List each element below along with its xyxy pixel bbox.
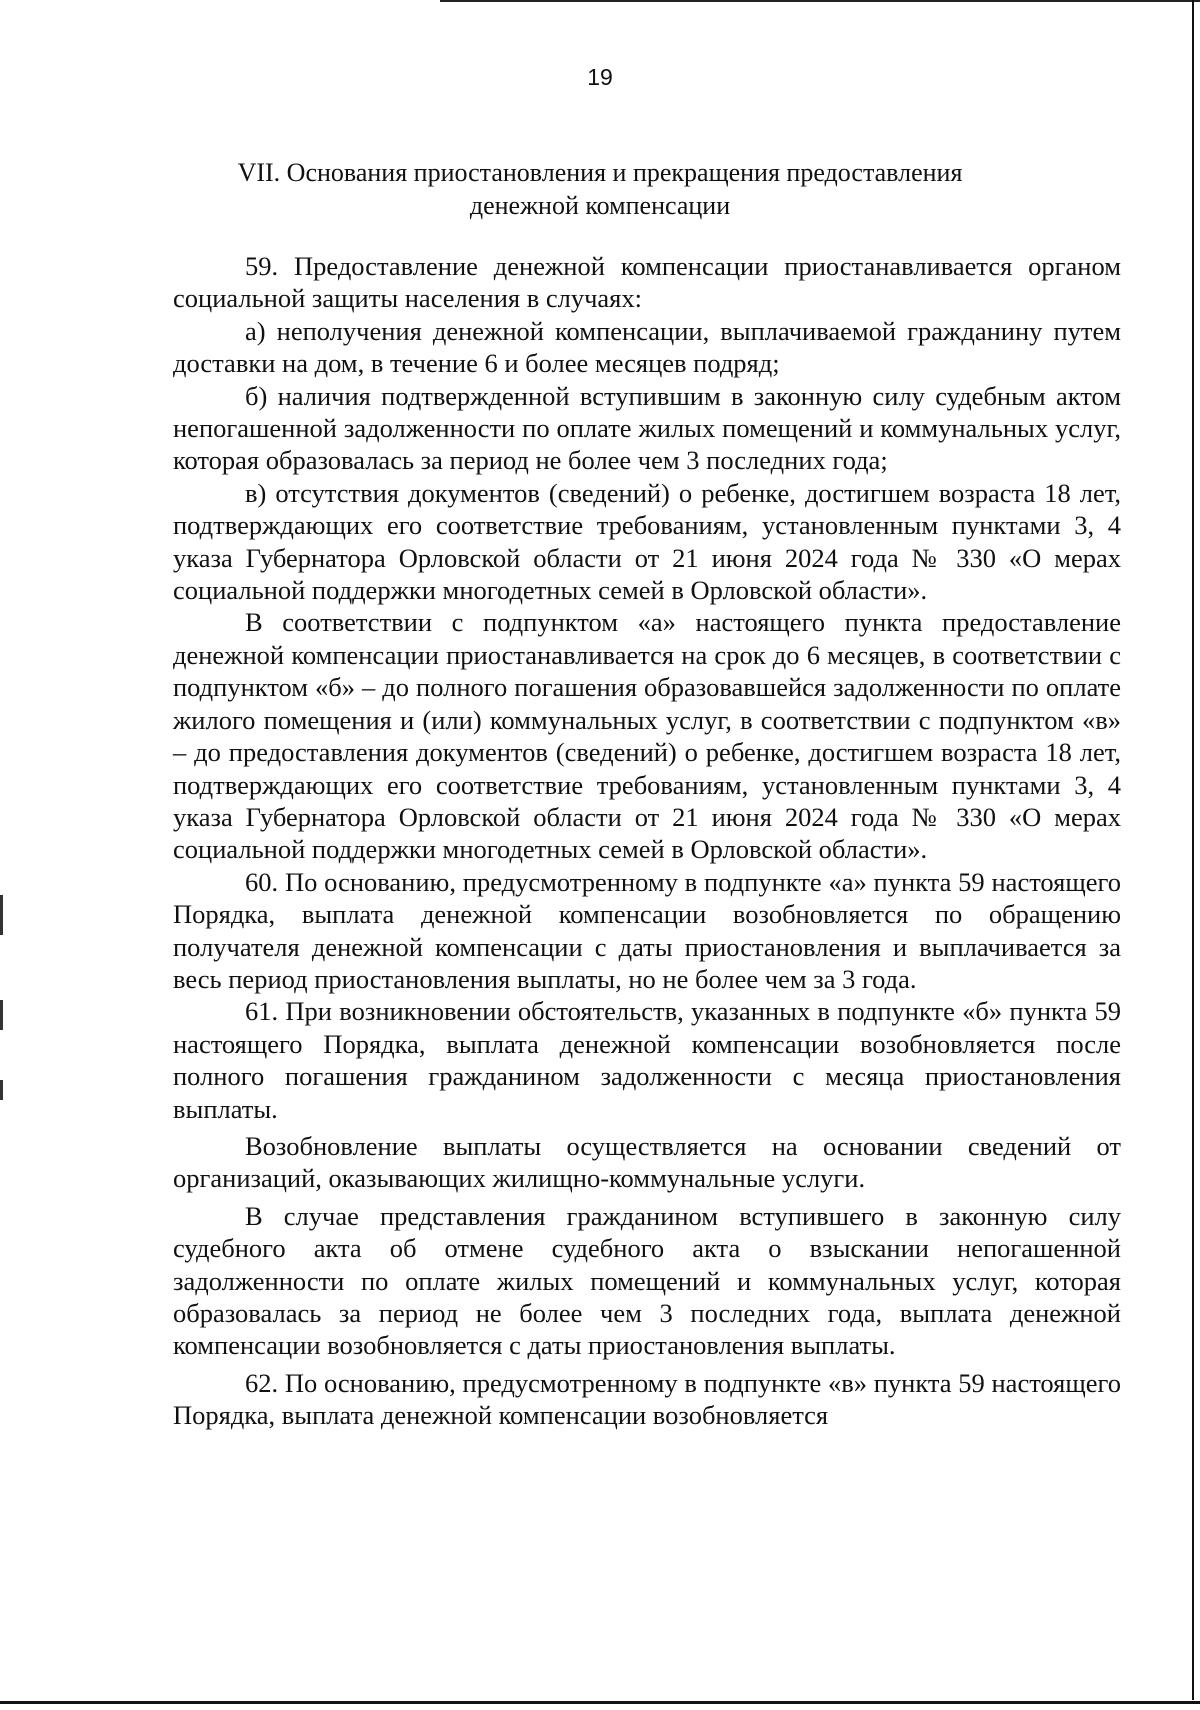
paragraph-59-v: в) отсутствия документов (сведений) о ребенке, достигшем возраста 18 лет, подтверждающих его соответствие требованиям, установленным пунктами 3, 4 указа Губернатора Орловской области от 21 июня 2024 года № 330 «О мерах социальной поддержки многодетных семей в Орловской области».: [173, 477, 1121, 606]
scan-left-mark: [0, 1080, 3, 1100]
paragraph-62: 62. По основанию, предусмотренному в подпункте «в» пункта 59 настоящего Порядка, выплата денежной компенсации возобновляется: [173, 1367, 1121, 1431]
page-number: 19: [587, 64, 613, 90]
section-heading: [180, 156, 1020, 222]
paragraph-61-resumption: Возобновление выплаты осуществляется на основании сведений от организаций, оказывающих жилищно-коммунальные услуги.: [173, 1130, 1121, 1194]
paragraph-59: 59. Предоставление денежной компенсации приостанавливается органом социальной защиты населения в случаях:: [173, 251, 1121, 314]
scan-right-edge: [1192, 0, 1194, 1700]
scan-bottom-edge: [0, 1701, 1200, 1704]
paragraph-59-terms: В соответствии с подпунктом «а» настоящего пункта предоставление денежной компенсации приостанавливается на срок до 6 месяцев, в соответствии с подпунктом «б» – до полного погашения образовавшейся задолженности по оплате жилого помещения и (или) коммунальных услуг, в соответствии с подпунктом «в» – до предоставления документов (сведений) о ребенке, достигшем возраста 18 лет, подтверждающих его соответствие требованиям, установленным пунктами 3, 4 указа Губернатора Орловской области от 21 июня 2024 года № 330 «О мерах социальной поддержки многодетных семей в Орловской области».: [173, 607, 1121, 865]
scan-top-edge: [440, 0, 1200, 2]
scan-left-mark: [0, 1000, 3, 1030]
document-body: [173, 250, 1121, 1432]
paragraph-61: 61. При возникновении обстоятельств, указанных в подпункте «б» пункта 59 настоящего Порядка, выплата денежной компенсации возобновляется после полного погашения гражданином задолженности с месяца приостановления выплаты.: [173, 996, 1121, 1124]
scan-left-mark: [0, 895, 3, 935]
section-heading-line-2: денежной компенсации: [469, 191, 731, 220]
paragraph-59-b: б) наличия подтвержденной вступившим в законную силу судебным актом непогашенной задолженности по оплате жилых помещений и коммунальных услуг, которая образовалась за период не более чем 3 последних года;: [173, 380, 1121, 476]
paragraph-59-a: а) неполучения денежной компенсации, выплачиваемой гражданину путем доставки на дом, в течение 6 и более месяцев подряд;: [173, 315, 1121, 379]
paragraph-60: 60. По основанию, предусмотренному в подпункте «а» пункта 59 настоящего Порядка, выплата денежной компенсации возобновляется по обращению получателя денежной компенсации с даты приостановления и выплачивается за весь период приостановления выплаты, но не более чем за 3 года.: [173, 866, 1121, 994]
paragraph-61-court: В случае представления гражданином вступившего в законную силу судебного акта об отмене судебного акта о взыскании непогашенной задолженности по оплате жилых помещений и коммунальных услуг, которая образовалась за период не более чем 3 последних года, выплата денежной компенсации возобновляется с даты приостановления выплаты.: [173, 1200, 1121, 1361]
section-heading-line-1: VII. Основания приостановления и прекращения предоставления: [237, 158, 963, 187]
